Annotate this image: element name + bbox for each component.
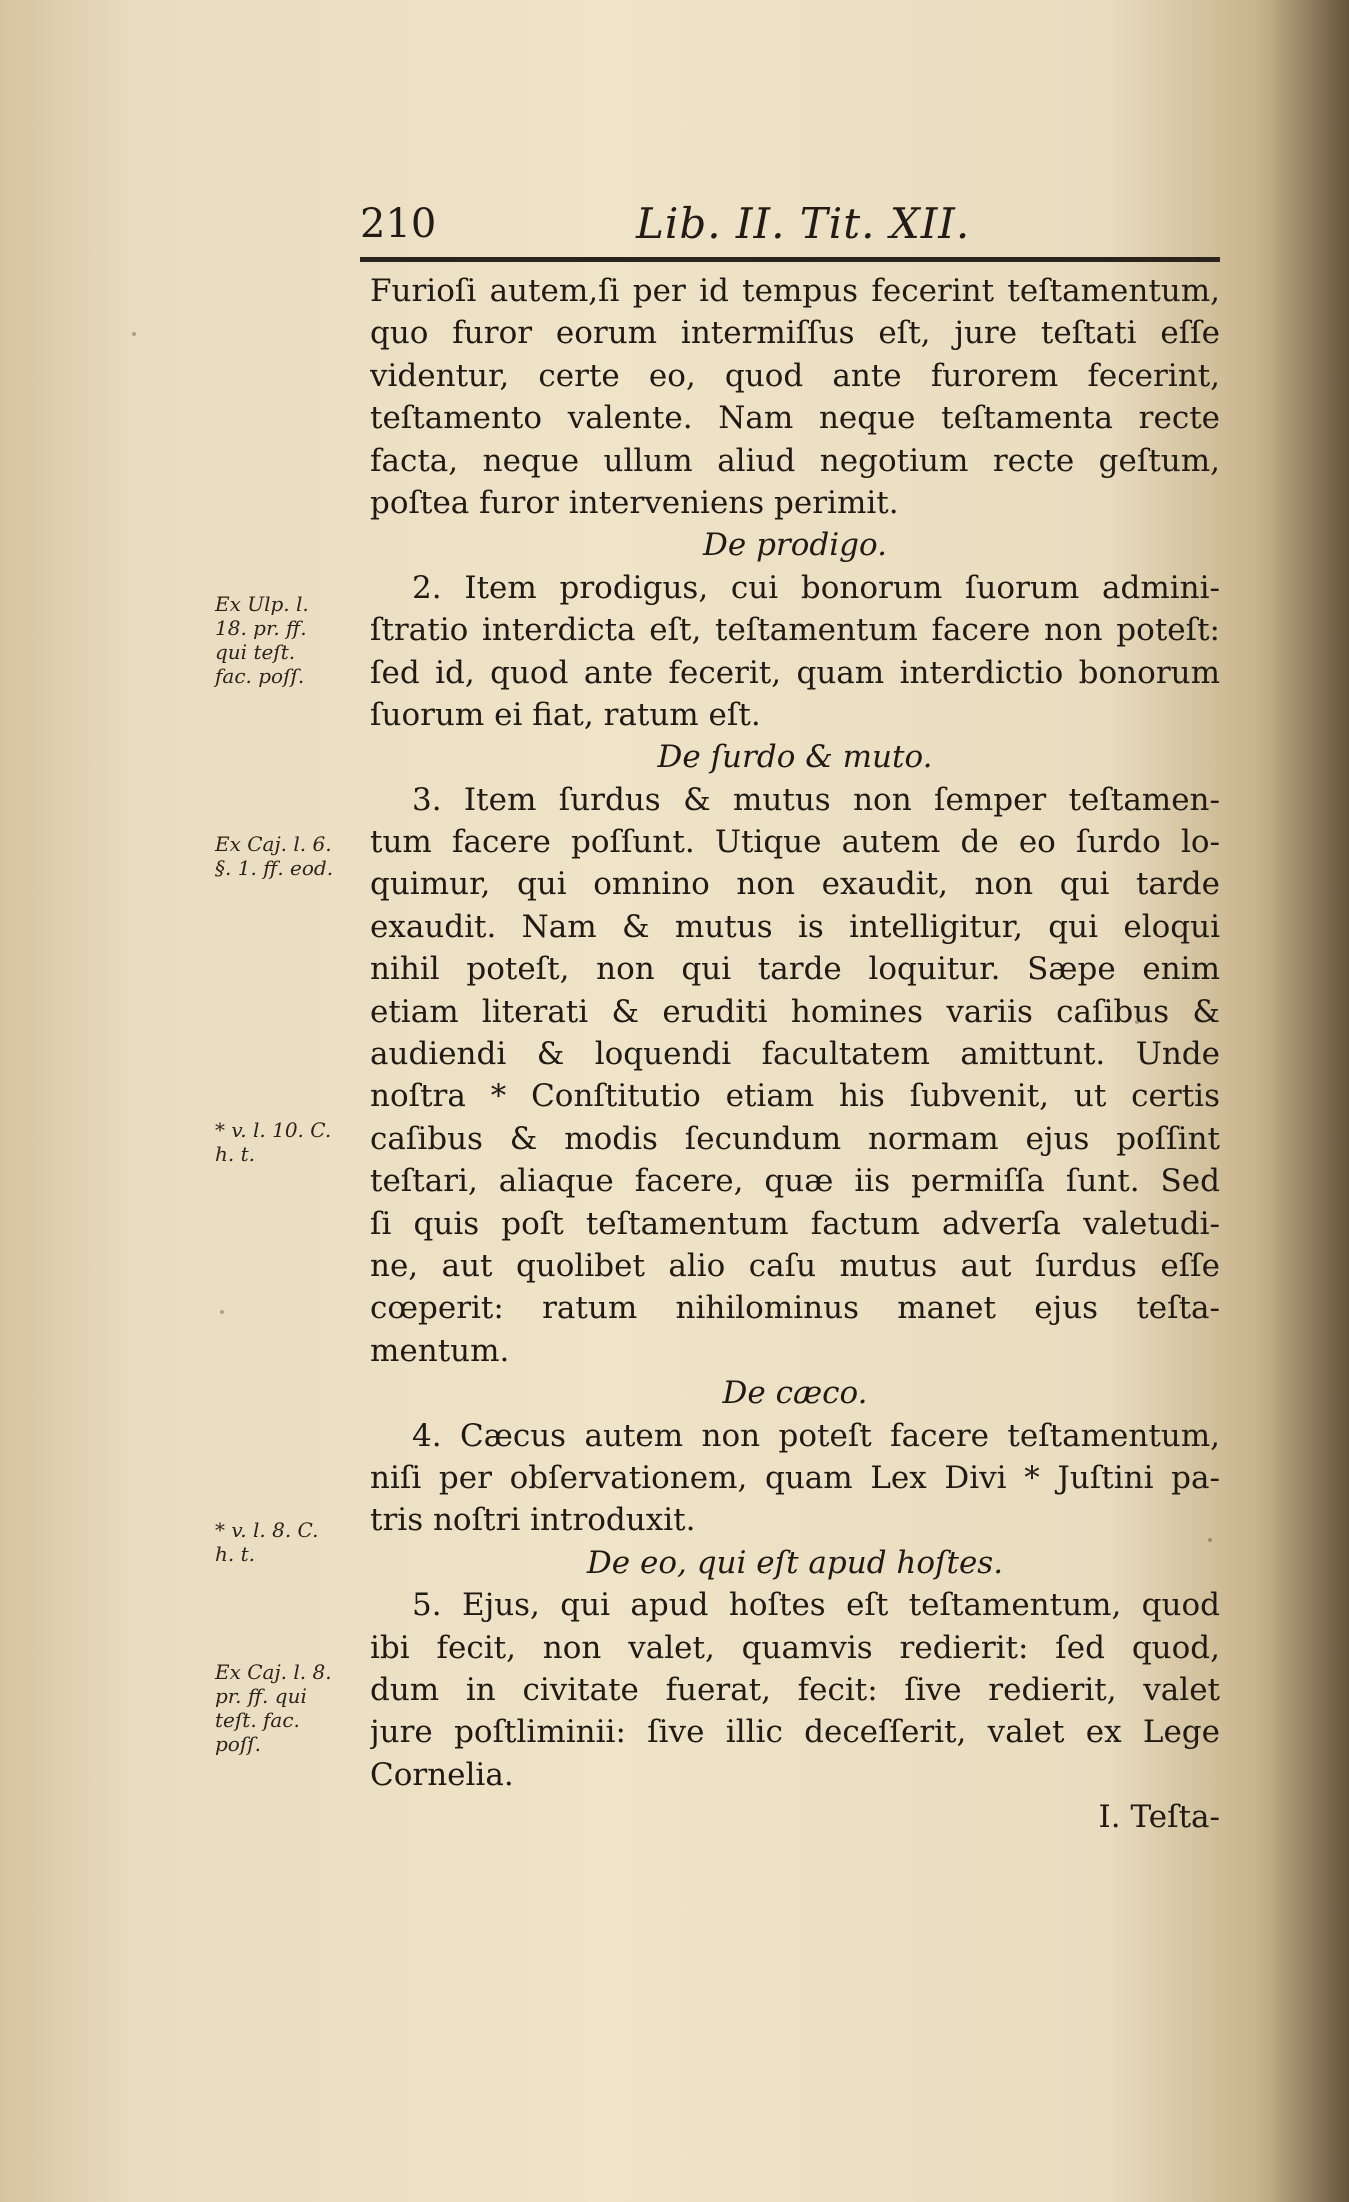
text-line: jure poſtliminii: ſive illic deceſſerit, valet ex Lege <box>370 1714 1220 1751</box>
margin-note-line: poſſ. <box>215 1732 262 1756</box>
running-head <box>360 196 1220 252</box>
margin-note-line: qui teſt. <box>215 640 296 664</box>
text-line: ſed id, quod ante fecerit, quam interdictio bonorum <box>370 654 1220 691</box>
text-line: teſtari, aliaque facere, quæ iis permiſſa ſunt. Sed <box>370 1163 1220 1200</box>
text-line: Furioſi autem,ſi per id tempus fecerint teſtamentum, <box>370 273 1220 309</box>
margin-note-line: h. t. <box>215 1142 255 1166</box>
paper-speck <box>132 332 136 336</box>
margin-note-line: pr. ff. qui <box>215 1684 307 1708</box>
catchword: I. Teſta- <box>1098 1799 1220 1836</box>
margin-note-code-10 <box>215 1118 365 1166</box>
header-rule <box>360 257 1220 262</box>
text-line: 5. Ejus, qui apud hoſtes eſt teſtamentum, quod <box>412 1587 1220 1624</box>
text-line: facta, neque ullum aliud negotium recte geſtum, <box>370 442 1220 479</box>
section-heading-hostes: De eo, qui eſt apud hoſtes. <box>586 1544 1004 1581</box>
text-line: niſi per obſervationem, quam Lex Divi * Juſtini pa- <box>370 1459 1220 1496</box>
margin-note-line: Ex Caj. l. 8. <box>215 1660 332 1684</box>
margin-note-line: teſt. fac. <box>215 1708 300 1732</box>
margin-note-line: Ex Ulp. l. <box>215 592 309 616</box>
text-line: exaudit. Nam & mutus is intelligitur, qui eloqui <box>370 908 1220 945</box>
body-text <box>370 270 1220 1838</box>
paper-speck <box>1135 1020 1139 1024</box>
text-line: 3. Item ſurdus & mutus non ſemper teſtamen- <box>412 781 1220 818</box>
section-title: Lib. II. Tit. XII. <box>636 199 971 248</box>
text-line: ibi fecit, non valet, quamvis redierit: ſed quod, <box>370 1629 1220 1666</box>
margin-note-gaius-8 <box>215 1660 365 1756</box>
text-line: poſtea furor interveniens perimit. <box>370 484 899 521</box>
text-line: Cornelia. <box>370 1756 514 1793</box>
margin-note-line: h. t. <box>215 1542 255 1566</box>
text-line: ne, aut quolibet alio caſu mutus aut ſurdus eſſe <box>370 1247 1220 1284</box>
margin-note-code-8 <box>215 1518 365 1566</box>
section-heading-caeco: De cæco. <box>722 1375 868 1412</box>
text-line: videntur, certe eo, quod ante furorem fecerint, <box>370 357 1220 394</box>
text-line: nihil poteſt, non qui tarde loquitur. Sæpe enim <box>370 951 1220 988</box>
margin-note-gaius-6 <box>215 832 365 880</box>
section-heading-surdo: De ſurdo & muto. <box>657 739 933 776</box>
paper-speck <box>220 1310 224 1314</box>
margin-note-line: Ex Caj. l. 6. <box>215 832 332 856</box>
text-line: caſibus & modis ſecundum normam ejus poſſint <box>370 1120 1220 1157</box>
text-line: ſi quis poſt teſtamentum factum adverſa valetudi- <box>370 1205 1220 1242</box>
text-line: 4. Cæcus autem non poteſt facere teſtamentum, <box>412 1417 1220 1454</box>
text-line: tris noſtri introduxit. <box>370 1502 696 1539</box>
margin-note-line: * v. l. 10. C. <box>215 1118 332 1142</box>
text-line: noſtra * Conſtitutio etiam his ſubvenit, ut certis <box>370 1078 1220 1115</box>
text-line: teſtamento valente. Nam neque teſtamenta recte <box>370 400 1220 437</box>
text-line: ſuorum ei fiat, ratum eſt. <box>370 696 761 733</box>
text-line: ſtratio interdicta eſt, teſtamentum facere non poteſt: <box>370 612 1220 649</box>
section-heading-prodigo: De prodigo. <box>703 527 887 564</box>
text-line: cœperit: ratum nihilominus manet ejus teſta- <box>370 1290 1220 1327</box>
margin-note-line: §. 1. ff. eod. <box>215 856 334 880</box>
text-line: quo furor eorum intermiſſus eſt, jure teſtati eſſe <box>370 315 1220 352</box>
text-line: quimur, qui omnino non exaudit, non qui tarde <box>370 866 1220 903</box>
text-line: audiendi & loquendi facultatem amittunt. Unde <box>370 1036 1220 1073</box>
page-number: 210 <box>360 201 437 247</box>
margin-note-line: fac. poſſ. <box>215 664 305 688</box>
text-line: 2. Item prodigus, cui bonorum ſuorum admini- <box>412 569 1220 606</box>
text-line: etiam literati & eruditi homines variis caſibus & <box>370 993 1220 1030</box>
text-line: mentum. <box>370 1332 510 1369</box>
margin-note-line: * v. l. 8. C. <box>215 1518 319 1542</box>
paper-speck <box>1208 1538 1212 1542</box>
page-fold-shadow <box>1271 0 1349 2202</box>
text-line: tum facere poſſunt. Utique autem de eo ſurdo lo- <box>370 824 1220 861</box>
text-line: dum in civitate fuerat, fecit: ſive redierit, valet <box>370 1671 1220 1708</box>
margin-note-ulpian <box>215 592 365 688</box>
margin-note-line: 18. pr. ff. <box>215 616 307 640</box>
